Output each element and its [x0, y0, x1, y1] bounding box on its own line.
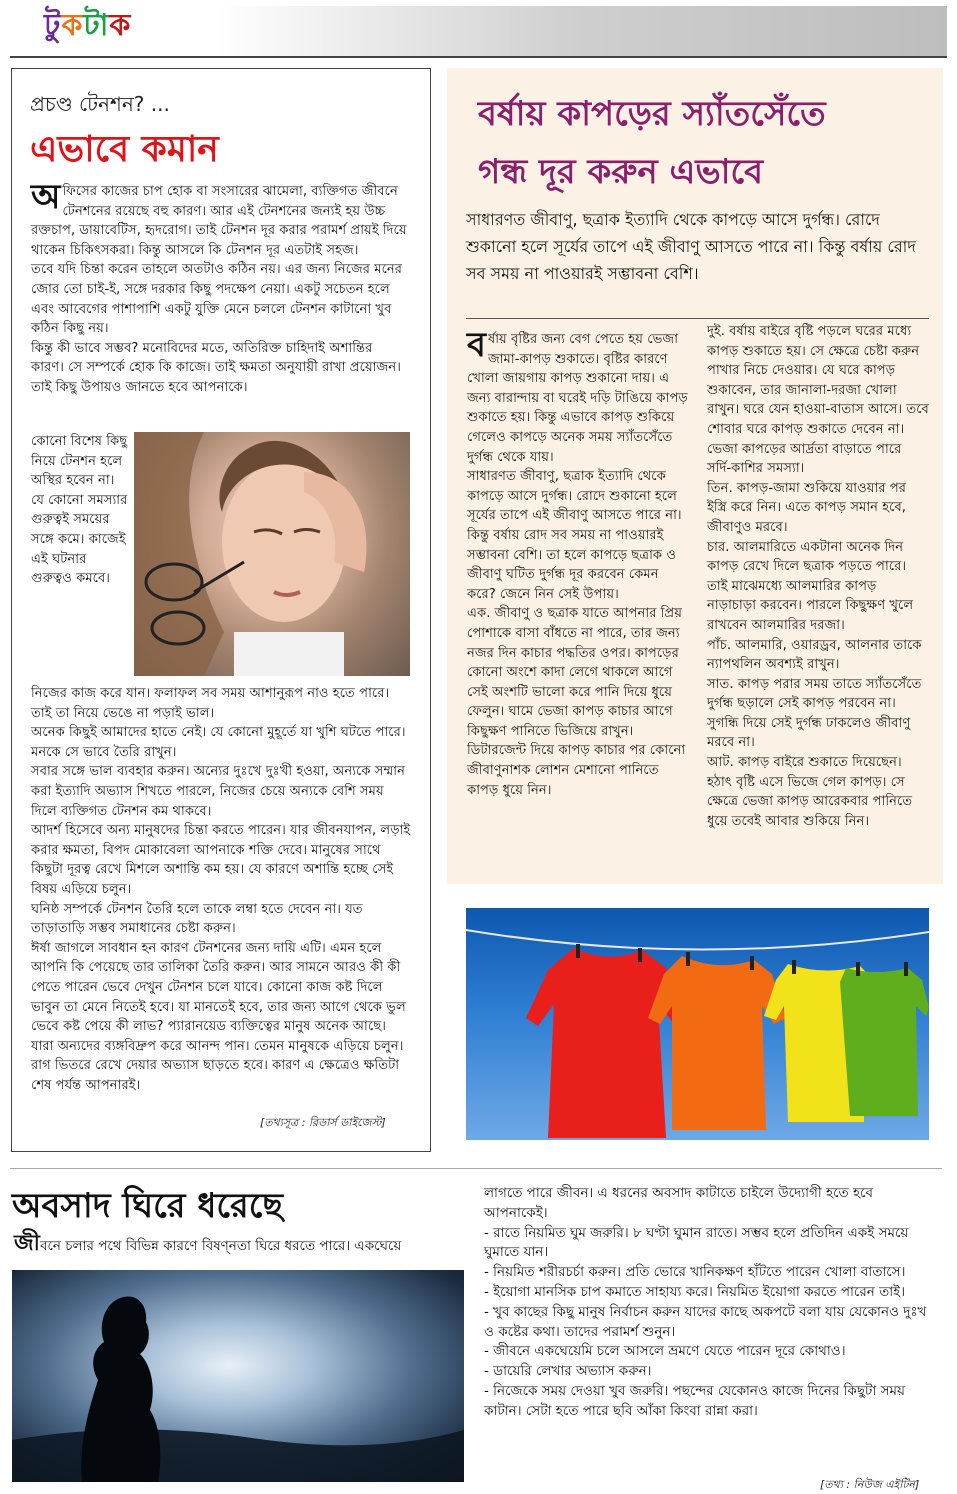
silhouette-woman-photo	[12, 1270, 464, 1482]
bottom-article-title: অবসাদ ঘিরে ধরেছে	[12, 1186, 284, 1226]
section-logo	[44, 6, 131, 46]
left-article-body	[31, 684, 411, 1095]
list-item: লাগতে পারে জীবন। এ ধরনের অবসাদ কাটাতে চাইলে উদ্যোগী হতে হবে আপনাকেই।	[484, 1185, 873, 1221]
list-item: - ডায়েরি লেখার অভ্যাস করুন।	[484, 1363, 652, 1380]
bottom-article-intro-text: বনে চলার পথে বিভিন্ন কারণে বিষণ্নতা ঘিরে ধরতে পারে। একঘেয়ে	[39, 1238, 402, 1254]
list-item: - খুব কাছের কিছু মানুষ নির্বাচন করুন যাদের কাছে অকপটে বলা যায় যেকোনও দুঃখ ও কষ্টের কথা। তাদের পরামর্শ শুনুন।	[484, 1303, 927, 1340]
right-article-para: আট. কাপড় বাইরে শুকাতে দিয়েছেন। হঠাৎ বৃষ্টি এসে ভিজে গেল কাপড়। সে ক্ষেত্রে ভেজা কাপড় আরেকবার পানিতে ধুয়ে তবেই আবার শুকিয়ে নিন।	[707, 755, 913, 829]
logo-part-3: টা	[83, 8, 110, 43]
right-article-title-line-1: বর্ষায় কাপড়ের স্যাঁতসেঁতে	[478, 94, 826, 134]
right-article-column-1	[467, 325, 689, 800]
left-article-credit: [তথ্যসূত্র : রিডার্স ডাইজেস্ট]	[260, 1116, 386, 1129]
list-item: - ইয়োগা মানসিক চাপ কমাতে সাহায্য করে। নিয়মিত ইয়োগা করতে পারেন তাই।	[484, 1283, 906, 1300]
left-article-para: ঈর্ষা জাগলে সাবধান হন কারণ টেনশনের জন্য দায়ি এটি। এমন হলে আপনি কি পেয়েছে তার তালিকা তৈরি করুন। আর সামনে আরও কী কী পেতে পারেন ভেবে দেখুন টেনশন চলে যাবে। কোনো কাজ কষ্ট দিলে ভাবুন তা মেনে নিতেই হবে। যা মানতেই হবে, তার জন্য আগে থেকে ভুল ভেবে কষ্ট পেয়ে কী লাভ? প্যারানয়েড ব্যক্তিত্বের মানুষ অনেক আছে। যারা অন্যদের ব্যঙ্গবিদ্রুপ করে আনন্দ পান। তেমন মানুষকে এড়িয়ে চলুন। রাগ ভিতরে রেখে দেয়ার অভ্যাস ছাড়তে হবে। কারণ এ ক্ষেত্রেও ক্ষতিটা শেষ পর্যন্ত আপনারই।	[31, 940, 406, 1093]
right-article-column-2	[707, 322, 929, 831]
left-article-para: ঘনিষ্ঠ সম্পর্কে টেনশন তৈরি হলে তাকে লম্বা হতে দেবেন না। যত তাড়াতাড়ি সম্ভব সমাধানের চেষ্টা করুন।	[31, 901, 363, 937]
left-article-kicker: প্রচণ্ড টেনশন? ...	[30, 92, 170, 116]
header-divider	[10, 56, 947, 58]
left-article-para-2: তবে যদি চিন্তা করেন তাহলে অতটাও কঠিন নয়। এর জন্য নিজের মনের জোর তো চাই-ই, সঙ্গে দরকার কিছু পদক্ষেপ নেয়া। একটু সচেতন হলে এবং আবেগের পাশাপাশি একটু যুক্তি মেনে চললে টেনশন কাটানো খুব কঠিন কিছু নয়।	[31, 262, 402, 337]
right-article-dropcap: ব	[467, 325, 486, 365]
left-article-para: নিজের কাজ করে যান। ফলাফল সব সময় আশানুরূপ নাও হতে পারে। তাই তা নিয়ে ভেঙে না পড়াই ভাল।	[31, 686, 390, 721]
left-article-para-1: ফিসের কাজের চাপ হোক বা সংসারের ঝামেলা, ব্যক্তিগত জীবনে টেনশনের রয়েছে বহু কারণ। আর এই টেনশনের জন্যই হয় উচ্চ রক্তচাপ, ডায়াবেটিস, হৃদরোগ। তাই টেনশন দূর করার পরামর্শ প্রায়ই দিয়ে থাকেন চিকিৎসকরা। কিন্তু আসলে কি টেনশন দূর এতটাই সহজ।	[31, 184, 407, 258]
right-article-lede: সাধারণত জীবাণু, ছত্রাক ইত্যাদি থেকে কাপড়ে আসে দুর্গন্ধ। রোদে শুকানো হলে সূর্যের তাপে এই জীবাণু আসতে পারে না। কিন্তু বর্ষায় রোদ সব সময় না পাওয়ারই সম্ভাবনা বেশি।	[466, 210, 916, 283]
logo-part-1: টু	[44, 8, 62, 43]
right-article-para: দুই. বর্ষায় বাইরে বৃষ্টি পড়লে ঘরের মধ্যে কাপড় শুকাতে হয়। সে ক্ষেত্রে চেষ্টা করুন পাখার নিচে দেওয়ার। যে ঘরে কাপড় শুকাবেন, তার জানালা-দরজা খোলা রাখুন। ঘরে যেন হাওয়া-বাতাস আসে। তবে শোবার ঘরে কাপড় শুকাতে দেবেন না। ভেজা কাপড়ের আর্দ্রতা বাড়াতে পারে সর্দি-কাশির সমস্যা।	[707, 324, 929, 477]
left-article-para: অনেক কিছুই আমাদের হাতে নেই। যে কোনো মুহূর্তে যা খুশি ঘটতে পারে। মনকে সে ভাবে তৈরি রাখুন।	[31, 725, 406, 760]
left-article-para: আদর্শ হিসেবে অন্য মানুষদের চিন্তা করতে পারেন। যার জীবনযাপন, লড়াই করার ক্ষমতা, বিপদ মোকাবেলা আপনাকে শক্তি দেবে। মানুষের সাথে কিছুটা দূরত্ব রেখে মিশলে অশান্তি কম হয়। যে কারণে অশান্তি হচ্ছে সেই বিষয় এড়িয়ে চলুন।	[31, 823, 411, 897]
right-article-para: পাঁচ. আলমারি, ওয়ারড্রব, আলনার তাকে ন্যাপথলিন অবশ্যই রাখুন।	[707, 637, 922, 673]
right-article-para: র্ষায় বৃষ্টির জন্য বেগ পেতে হয় ভেজা জামা-কাপড় শুকাতে। বৃষ্টির কারণে খোলা জায়গায় কাপড় শুকানো দায়। এ জন্য বারান্দায় বা ঘরেই দড়ি টাঙিয়ে কাপড় শুকাতে হয়। কিন্তু এভাবে কাপড় শুকিয়ে গেলেও কাপড়ে অনেক সময় স্যাঁতসেঁতে দুর্গন্ধ থেকে যায়।	[467, 332, 688, 465]
logo-part-4: ক	[109, 8, 132, 43]
left-article-title: এভাবে কমান	[30, 129, 219, 170]
left-article-dropcap: অ	[31, 177, 61, 217]
clothesline-photo	[466, 908, 929, 1140]
section-divider	[10, 1168, 942, 1169]
right-article-title-line-2: গন্ধ দূর করুন এভাবে	[478, 152, 764, 192]
stressed-woman-photo	[134, 432, 410, 676]
bottom-article-intro	[14, 1231, 464, 1256]
left-article-intro	[31, 177, 409, 398]
logo-part-2: ক	[61, 8, 84, 43]
left-article-para-3: কিন্তু কী ভাবে সম্ভব? মনোবিদের মতে, অতিরিক্ত চাহিদাই অশান্তির কারণ। সে সম্পর্কে হোক কি কাজে। তাই ক্ষমতা অনুযায়ী রাখা প্রয়োজন। তাই কিছু উপায়ও জানতে হবে আপনাকে।	[31, 340, 401, 395]
bottom-article-dropcap: জী	[14, 1231, 40, 1256]
right-article-para: ডিটারজেন্ট দিয়ে কাপড় কাচার পর কোনো জীবাণুনাশক লোশন মেশানো পানিতে কাপড় ধুয়ে নিন।	[467, 743, 686, 798]
bottom-article-list	[484, 1184, 940, 1422]
right-article-para: সাত. কাপড় পরার সময় তাতে স্যাঁতসেঁতে দুর্গন্ধ ছড়ালে সেই কাপড় পরবেন না। সুগন্ধি দিয়ে সেই দুর্গন্ধ ঢাকলেও জীবাণু মরবে না।	[707, 676, 922, 751]
left-article-para: সবার সঙ্গে ভাল ব্যবহার করুন। অন্যের দুঃখে দুঃখী হওয়া, অন্যকে সম্মান করা ইত্যাদি অভ্যাস শিখতে পারলে, নিজের চেয়ে অন্যকে বেশি সময় দিলে ব্যক্তিগত টেনশন কম থাকবে।	[31, 764, 405, 819]
right-article-divider	[466, 318, 929, 319]
left-article-side-text: কোনো বিশেষ কিছু নিয়ে টেনশন হলে অস্থির হবেন না। যে কোনো সমস্যার গুরুত্বই সময়ের সঙ্গে কমে। কাজেই এই ঘটনার গুরুত্বও কমবে।	[31, 434, 128, 587]
right-article-para: তিন. কাপড়-জামা শুকিয়ে যাওয়ার পর ইস্ত্রি করে নিন। এতে কাপড় সমান হবে, জীবাণুও মরবে।	[707, 480, 907, 535]
list-item: - নিয়মিত শরীরচর্চা করুন। প্রতি ভোরে খানিকক্ষণ হাঁটতে পারেন খোলা বাতাসে।	[484, 1264, 906, 1281]
right-article-para: সাধারণত জীবাণু, ছত্রাক ইত্যাদি থেকে কাপড়ে আসে দুর্গন্ধ। রোদে শুকানো হলে সূর্যের তাপে এই জীবাণু আসতে পারে না। কিন্তু বর্ষায় রোদ সব সময় না পাওয়ারই সম্ভাবনা বেশি। তা হলে কাপড়ে ছত্রাক ও জীবাণু ঘটিত দুর্গন্ধ দূর করবেন কেমন করে? জেনে নিন সেই উপায়।	[467, 469, 682, 602]
list-item: - নিজেকে সময় দেওয়া খুব জরুরি। পছন্দের যেকোনও কাজে দিনের কিছুটা সময় কাটান। সেটা হতে পারে ছবি আঁকা কিংবা রান্না করা।	[484, 1382, 905, 1419]
list-item: - জীবনে একঘেয়েমি চলে আসলে ভ্রমণে যেতে পারেন দূরে কোথাও।	[484, 1343, 846, 1360]
right-article-para: এক. জীবাণু ও ছত্রাক যাতে আপনার প্রিয় পোশাকে বাসা বাঁধতে না পারে, তার জন্য নজর দিন কাচার পদ্ধতির ওপর। কাপড়ের কোনো অংশে কাদা লেগে থাকলে আগে সেই অংশটি ভালো করে পানি দিয়ে ধুয়ে ফেলুন। ঘামে ভেজা কাপড় কাচার আগে কিছুক্ষণ পানিতে ভিজিয়ে রাখুন।	[467, 606, 683, 739]
header-bar	[10, 6, 947, 58]
bottom-article-credit: [তথ্য : নিউজ এইটিন]	[820, 1478, 920, 1491]
right-article-para: চার. আলমারিতে একটানা অনেক দিন কাপড় রেখে দিলে ছত্রাক পড়তে পারে। তাই মাঝেমধ্যে আলমারির কাপড় নাড়াচাড়া করবেন। পারলে কিছুক্ষণ খুলে রাখবেন আলমারির দরজা।	[707, 539, 914, 633]
list-item: - রাতে নিয়মিত ঘুম জরুরি। ৮ ঘণ্টা ঘুমান রাতে। সম্ভব হলে প্রতিদিন একই সময়ে ঘুমাতে যান।	[484, 1224, 909, 1261]
